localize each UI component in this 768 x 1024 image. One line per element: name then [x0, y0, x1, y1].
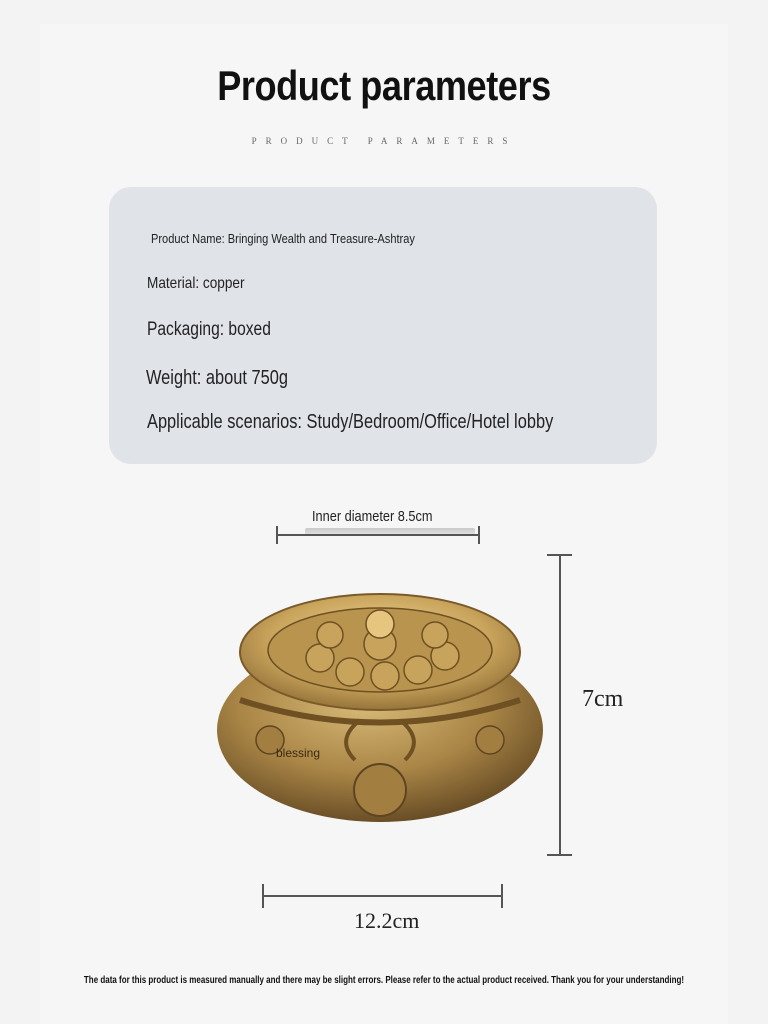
inner-diameter-tick-left — [276, 526, 278, 544]
height-tick-bottom — [547, 854, 572, 856]
blessing-label: blessing — [276, 746, 321, 760]
param-weight: Weight: about 750g — [146, 367, 288, 389]
param-product-name: Product Name: Bringing Wealth and Treasure-Ashtray — [151, 231, 415, 246]
parameters-card — [109, 187, 657, 464]
height-label: 7cm — [582, 686, 624, 712]
param-packaging: Packaging: boxed — [147, 319, 271, 340]
width-tick-right — [501, 884, 503, 908]
page-subtitle: PRODUCT PARAMETERS — [251, 136, 517, 146]
width-line — [262, 895, 502, 897]
lid-knob — [366, 610, 394, 638]
width-tick-left — [262, 884, 264, 908]
treasure-emblem — [354, 764, 406, 816]
height-line — [559, 554, 561, 855]
width-label: 12.2cm — [354, 908, 420, 933]
inner-diameter-tick-right — [478, 526, 480, 544]
param-material: Material: copper — [147, 275, 245, 292]
height-tick-top — [547, 554, 572, 556]
footer-disclaimer: The data for this product is measured manually and there may be slight errors. Please refer to the actual product received. Thank you for your understanding! — [83, 975, 685, 986]
param-scenarios: Applicable scenarios: Study/Bedroom/Office/Hotel lobby — [147, 411, 554, 433]
page-title: Product parameters — [217, 62, 551, 109]
inner-diameter-line — [276, 534, 479, 536]
inner-diameter-label: Inner diameter 8.5cm — [312, 508, 433, 525]
ashtray-image — [210, 580, 550, 830]
